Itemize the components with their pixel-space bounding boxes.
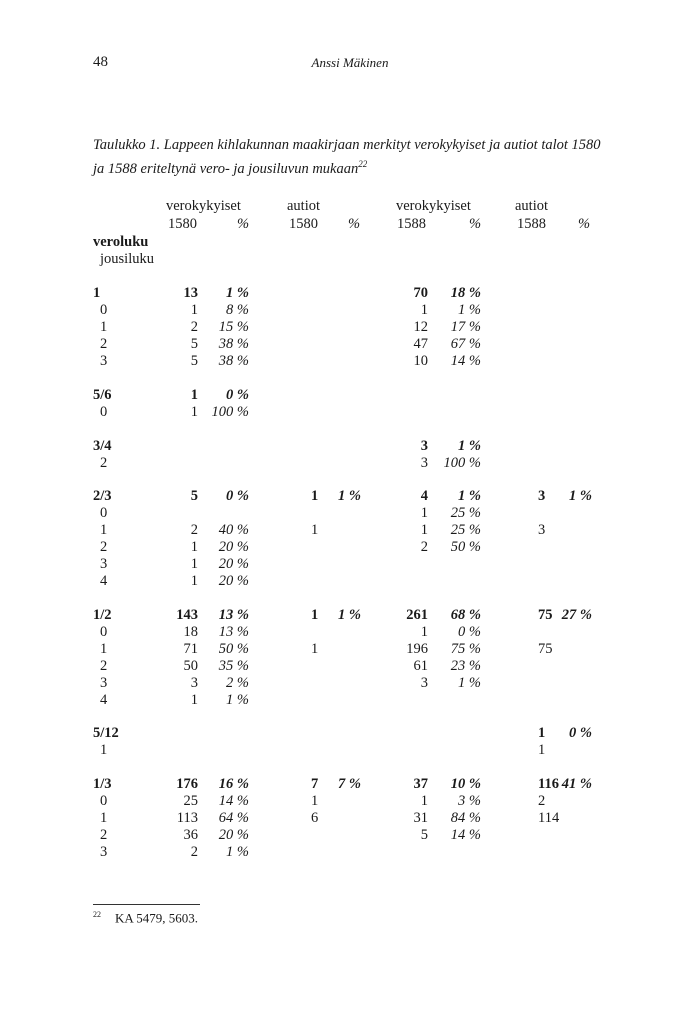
table-caption — [93, 136, 603, 179]
jousiluku-row — [0, 573, 700, 590]
jousiluku-row — [0, 624, 700, 641]
table-cell: 75 — [538, 641, 553, 657]
table-cell: 41 % — [561, 776, 592, 792]
footnote — [93, 910, 198, 926]
table-cell: 6 — [311, 810, 319, 826]
table-cell: 8 % — [226, 302, 249, 318]
row-label: 2 — [100, 827, 108, 843]
table-cell: 10 — [413, 353, 428, 369]
jousiluku-row — [0, 810, 700, 827]
jousiluku-row — [0, 319, 700, 336]
row-label: 2 — [100, 336, 108, 352]
footnote-ref: 22 — [358, 159, 368, 169]
table-cell: 3 % — [458, 793, 481, 809]
table-cell: 13 — [183, 285, 198, 301]
jousiluku-row — [0, 658, 700, 675]
table-cell: 13 % — [218, 607, 249, 623]
table-cell: 10 % — [450, 776, 481, 792]
table-cell: 68 % — [450, 607, 481, 623]
table-cell: 70 — [413, 285, 428, 301]
table-cell: 61 — [413, 658, 428, 674]
jousiluku-row — [0, 404, 700, 421]
table-cell: 50 % — [450, 539, 481, 555]
jousiluku-row — [0, 742, 700, 759]
jousiluku-row — [0, 302, 700, 319]
table-cell: 14 % — [450, 827, 481, 843]
row-label: 1 — [100, 742, 108, 758]
running-head: Anssi Mäkinen — [311, 55, 389, 70]
table-cell: 3 — [538, 522, 546, 538]
table-cell: 116 — [538, 776, 559, 792]
jousiluku-row — [0, 641, 700, 658]
year-header: 1588 — [397, 216, 426, 232]
caption-text: Taulukko 1. Lappeen kihlakunnan maakirjaan merkityt verokykyiset ja autiot talot 1580 ja 1588 eriteltynä vero- ja jousiluvun mukaan — [93, 137, 601, 177]
table-cell: 1 % — [338, 488, 361, 504]
table-cell: 18 % — [450, 285, 481, 301]
jousiluku-row — [0, 522, 700, 539]
table-cell: 2 — [190, 319, 198, 335]
row-label: 1 — [93, 285, 101, 301]
pct-header: % — [348, 216, 361, 232]
row-label: 2/3 — [93, 488, 112, 504]
jousiluku-header: jousiluku — [100, 251, 154, 267]
jousiluku-row — [0, 844, 700, 861]
table-cell: 75 — [538, 607, 553, 623]
table-cell: 4 — [420, 488, 428, 504]
veroluku-header: veroluku — [93, 234, 149, 250]
row-label: 2 — [100, 539, 108, 555]
table-cell: 2 — [190, 522, 198, 538]
table-cell: 1 — [538, 725, 546, 741]
table-cell: 20 % — [218, 539, 249, 555]
table-cell: 2 — [538, 793, 546, 809]
footnote-rule — [93, 904, 200, 905]
jousiluku-row — [0, 692, 700, 709]
table-cell: 2 — [190, 844, 198, 860]
table-cell: 1 — [311, 607, 319, 623]
jousiluku-row — [0, 675, 700, 692]
table-cell: 14 % — [450, 353, 481, 369]
table-cell: 20 % — [218, 573, 249, 589]
table-cell: 84 % — [450, 810, 481, 826]
table-cell: 25 % — [450, 505, 481, 521]
veroluku-row — [0, 776, 700, 793]
table-cell: 1 % — [458, 438, 481, 454]
table-cell: 3 — [538, 488, 546, 504]
jousiluku-row — [0, 827, 700, 844]
group-header-autiot-1588: autiot — [515, 198, 549, 214]
veroluku-row — [0, 438, 700, 455]
table-cell: 5 — [190, 336, 198, 352]
footnote-text: KA 5479, 5603. — [115, 910, 199, 926]
table-cell: 0 % — [226, 387, 249, 403]
table-cell: 2 % — [226, 675, 249, 691]
page-number: 48 — [93, 54, 108, 70]
table-cell: 5 — [190, 353, 198, 369]
table-cell: 7 — [311, 776, 319, 792]
year-header: 1580 — [289, 216, 318, 232]
table-cell: 1 — [311, 793, 319, 809]
table-cell: 196 — [406, 641, 428, 657]
table-cell: 261 — [406, 607, 428, 623]
table-cell: 1 — [311, 522, 319, 538]
year-header: 1588 — [517, 216, 546, 232]
row-label: 5/6 — [93, 387, 112, 403]
group-header-autiot-1580: autiot — [287, 198, 321, 214]
table-cell: 20 % — [218, 556, 249, 572]
table-cell: 1 — [311, 488, 319, 504]
table-cell: 36 — [183, 827, 198, 843]
table-cell: 0 % — [458, 624, 481, 640]
table-cell: 3 — [420, 438, 428, 454]
table-cell: 71 — [183, 641, 198, 657]
row-label: 2 — [100, 455, 108, 471]
jousiluku-row — [0, 455, 700, 472]
row-label: 1 — [100, 319, 108, 335]
jousiluku-row — [0, 556, 700, 573]
table-cell: 15 % — [218, 319, 249, 335]
table-cell: 1 % — [569, 488, 592, 504]
table-cell: 1 % — [458, 675, 481, 691]
table-cell: 114 — [538, 810, 560, 826]
table-cell: 50 — [183, 658, 198, 674]
table-cell: 113 — [176, 810, 198, 826]
table-cell: 47 — [413, 336, 428, 352]
table-cell: 2 — [420, 539, 428, 555]
table-cell: 27 % — [561, 607, 592, 623]
table-cell: 40 % — [218, 522, 249, 538]
row-label: 1/2 — [93, 607, 112, 623]
table-cell: 100 % — [443, 455, 481, 471]
pct-header: % — [237, 216, 250, 232]
veroluku-row — [0, 607, 700, 624]
group-header-verokykyiset-1580: verokykyiset — [166, 198, 241, 214]
table-cell: 17 % — [450, 319, 481, 335]
table-cell: 31 — [413, 810, 428, 826]
table-cell: 67 % — [450, 336, 481, 352]
footnote-number: 22 — [93, 910, 101, 919]
row-label: 2 — [100, 658, 108, 674]
table-cell: 1 — [420, 302, 428, 318]
table-cell: 1 % — [338, 607, 361, 623]
row-label: 3 — [100, 556, 108, 572]
table-cell: 1 — [420, 793, 428, 809]
table-cell: 1 — [420, 522, 428, 538]
table-cell: 100 % — [211, 404, 249, 420]
table-cell: 3 — [420, 675, 428, 691]
table-cell: 35 % — [218, 658, 249, 674]
table-cell: 16 % — [218, 776, 249, 792]
table-cell: 64 % — [218, 810, 249, 826]
table-cell: 1 % — [226, 285, 249, 301]
table-cell: 0 % — [569, 725, 592, 741]
row-label: 3 — [100, 675, 108, 691]
jousiluku-row — [0, 353, 700, 370]
table-cell: 1 — [420, 624, 428, 640]
table-cell: 5 — [190, 488, 198, 504]
table-cell: 23 % — [450, 658, 481, 674]
table-cell: 1 — [420, 505, 428, 521]
row-label: 0 — [100, 624, 108, 640]
row-label: 1 — [100, 641, 108, 657]
group-header-verokykyiset-1588: verokykyiset — [396, 198, 471, 214]
jousiluku-row — [0, 505, 700, 522]
table-cell: 3 — [420, 455, 428, 471]
row-label: 0 — [100, 302, 108, 318]
row-label: 3/4 — [93, 438, 112, 454]
table-cell: 1 — [538, 742, 546, 758]
table-cell: 1 % — [226, 844, 249, 860]
row-label: 5/12 — [93, 725, 119, 741]
jousiluku-row — [0, 336, 700, 353]
table-cell: 1 — [190, 692, 198, 708]
row-label: 0 — [100, 793, 108, 809]
veroluku-row — [0, 488, 700, 505]
table-cell: 143 — [176, 607, 198, 623]
row-label: 1/3 — [93, 776, 112, 792]
table-cell: 13 % — [218, 624, 249, 640]
table-cell: 0 % — [226, 488, 249, 504]
table-cell: 1 — [190, 573, 198, 589]
row-label: 3 — [100, 844, 108, 860]
table-cell: 1 — [190, 387, 198, 403]
row-label: 1 — [100, 522, 108, 538]
row-label: 0 — [100, 404, 108, 420]
year-header: 1580 — [168, 216, 197, 232]
veroluku-row — [0, 285, 700, 302]
table-cell: 1 — [190, 556, 198, 572]
row-label: 4 — [100, 573, 108, 589]
table-cell: 1 — [190, 539, 198, 555]
table-cell: 12 — [413, 319, 428, 335]
table-cell: 1 — [190, 302, 198, 318]
table-cell: 1 — [190, 404, 198, 420]
table-cell: 50 % — [218, 641, 249, 657]
row-label: 4 — [100, 692, 108, 708]
table-cell: 38 % — [218, 353, 249, 369]
table-cell: 75 % — [450, 641, 481, 657]
jousiluku-row — [0, 539, 700, 556]
jousiluku-row — [0, 793, 700, 810]
row-label: 0 — [100, 505, 108, 521]
table-cell: 25 % — [450, 522, 481, 538]
table-cell: 1 % — [458, 302, 481, 318]
table-cell: 1 % — [458, 488, 481, 504]
table-cell: 3 — [190, 675, 198, 691]
table-cell: 20 % — [218, 827, 249, 843]
table-cell: 37 — [413, 776, 428, 792]
table-cell: 14 % — [218, 793, 249, 809]
table-cell: 38 % — [218, 336, 249, 352]
pct-header: % — [578, 216, 591, 232]
table-cell: 7 % — [338, 776, 361, 792]
veroluku-row — [0, 387, 700, 404]
veroluku-row — [0, 725, 700, 742]
table-cell: 1 — [311, 641, 319, 657]
table-cell: 1 % — [226, 692, 249, 708]
row-label: 3 — [100, 353, 108, 369]
table-cell: 5 — [420, 827, 428, 843]
table-cell: 18 — [183, 624, 198, 640]
table-cell: 176 — [176, 776, 198, 792]
table-cell: 25 — [183, 793, 198, 809]
pct-header: % — [469, 216, 482, 232]
row-label: 1 — [100, 810, 108, 826]
